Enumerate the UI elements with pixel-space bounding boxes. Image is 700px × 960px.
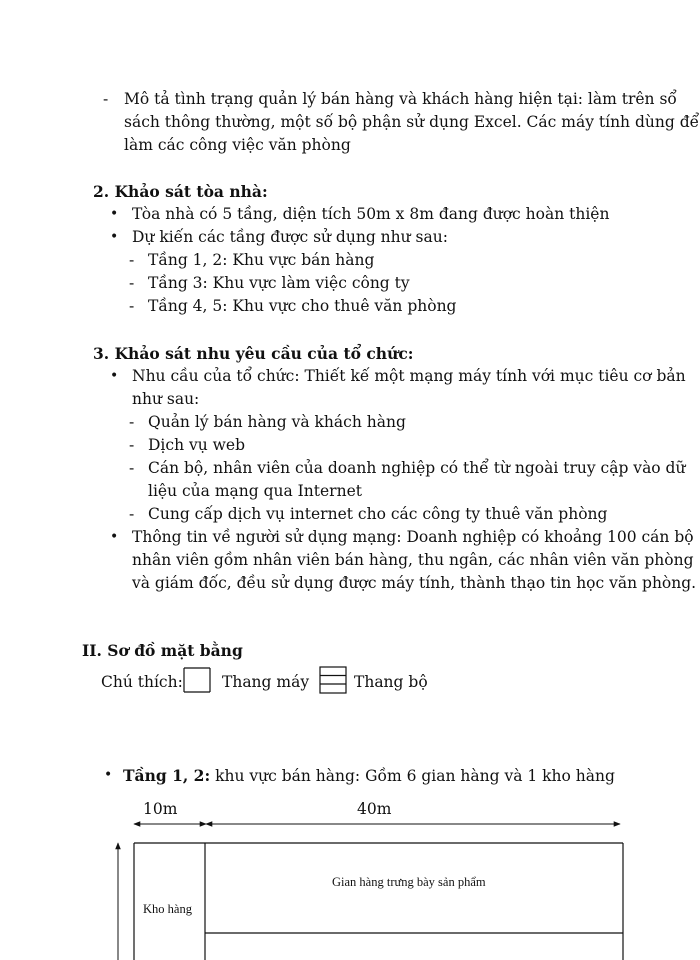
dimension-label-10m: 10m <box>143 800 178 818</box>
elevator-icon <box>184 668 210 692</box>
floorplan-heading: II. Sơ đồ mặt bằng <box>82 641 243 660</box>
section2-sub-2: Tầng 3: Khu vực làm việc công ty <box>148 274 410 292</box>
section2-sub-3-marker: - <box>129 297 135 315</box>
stairs-icon <box>320 667 346 693</box>
section3-sub-3-line-2: liệu của mạng qua Internet <box>148 482 362 500</box>
floor-plan-outline <box>134 843 623 960</box>
floor-title-rest: khu vực bán hàng: Gồm 6 gian hàng và 1 kho hàng <box>210 767 615 785</box>
section3-bullet-2-line-3: và giám đốc, đều sử dụng được máy tính, thành thạo tin học văn phòng. <box>132 574 697 592</box>
section2-heading: 2. Khảo sát tòa nhà: <box>93 182 268 201</box>
section3-sub-3-marker: - <box>129 459 135 477</box>
legend-elevator-label: Thang máy <box>222 673 310 691</box>
intro-line-2: sách thông thường, một số bộ phận sử dụng Excel. Các máy tính dùng để <box>124 113 700 131</box>
room-storage-label: Kho hàng <box>143 902 192 916</box>
section2-sub-1-marker: - <box>129 251 135 269</box>
section3-bullet-2-line-2: nhân viên gồm nhân viên bán hàng, thu ngân, các nhân viên văn phòng <box>132 551 694 569</box>
section3-sub-1: Quản lý bán hàng và khách hàng <box>148 413 406 431</box>
section2-bullet-2-marker: • <box>110 229 119 245</box>
section3-sub-4: Cung cấp dịch vụ internet cho các công ty thuê văn phòng <box>148 505 608 523</box>
legend-stairs-label: Thang bộ <box>354 673 428 691</box>
section3-sub-3-line-1: Cán bộ, nhân viên của doanh nghiệp có thể từ ngoài truy cập vào dữ <box>148 459 686 477</box>
section3-bullet-2-line-1: Thông tin về người sử dụng mạng: Doanh nghiệp có khoảng 100 cán bộ <box>132 528 694 546</box>
section3-bullet-1-marker: • <box>110 368 119 384</box>
section3-bullet-1-line-1: Nhu cầu của tổ chức: Thiết kế một mạng máy tính với mục tiêu cơ bản <box>132 367 686 385</box>
intro-dash: - <box>103 90 109 108</box>
legend-label: Chú thích: <box>101 673 183 691</box>
dimension-label-40m: 40m <box>357 800 392 818</box>
section3-sub-2: Dịch vụ web <box>148 436 246 454</box>
intro-line-1: Mô tả tình trạng quản lý bán hàng và khách hàng hiện tại: làm trên sổ <box>124 90 677 108</box>
room-display-label: Gian hàng trưng bày sản phẩm <box>332 875 486 889</box>
section3-heading: 3. Khảo sát nhu yêu cầu của tổ chức: <box>93 344 414 363</box>
section2-sub-1: Tầng 1, 2: Khu vực bán hàng <box>148 251 375 269</box>
section2-bullet-2: Dự kiến các tầng được sử dụng như sau: <box>132 228 448 246</box>
floor-bullet-marker: • <box>104 767 113 783</box>
section2-bullet-1: Tòa nhà có 5 tầng, diện tích 50m x 8m đang được hoàn thiện <box>132 205 610 223</box>
section3-bullet-1-line-2: như sau: <box>132 390 200 408</box>
section3-sub-1-marker: - <box>129 413 135 431</box>
section3-sub-2-marker: - <box>129 436 135 454</box>
section2-sub-3: Tầng 4, 5: Khu vực cho thuê văn phòng <box>148 297 457 315</box>
section2-bullet-1-marker: • <box>110 206 119 222</box>
intro-line-3: làm các công việc văn phòng <box>124 136 351 154</box>
section3-bullet-2-marker: • <box>110 529 119 545</box>
section3-sub-4-marker: - <box>129 505 135 523</box>
section2-sub-2-marker: - <box>129 274 135 292</box>
floor-title-bold: Tầng 1, 2: <box>123 766 211 785</box>
